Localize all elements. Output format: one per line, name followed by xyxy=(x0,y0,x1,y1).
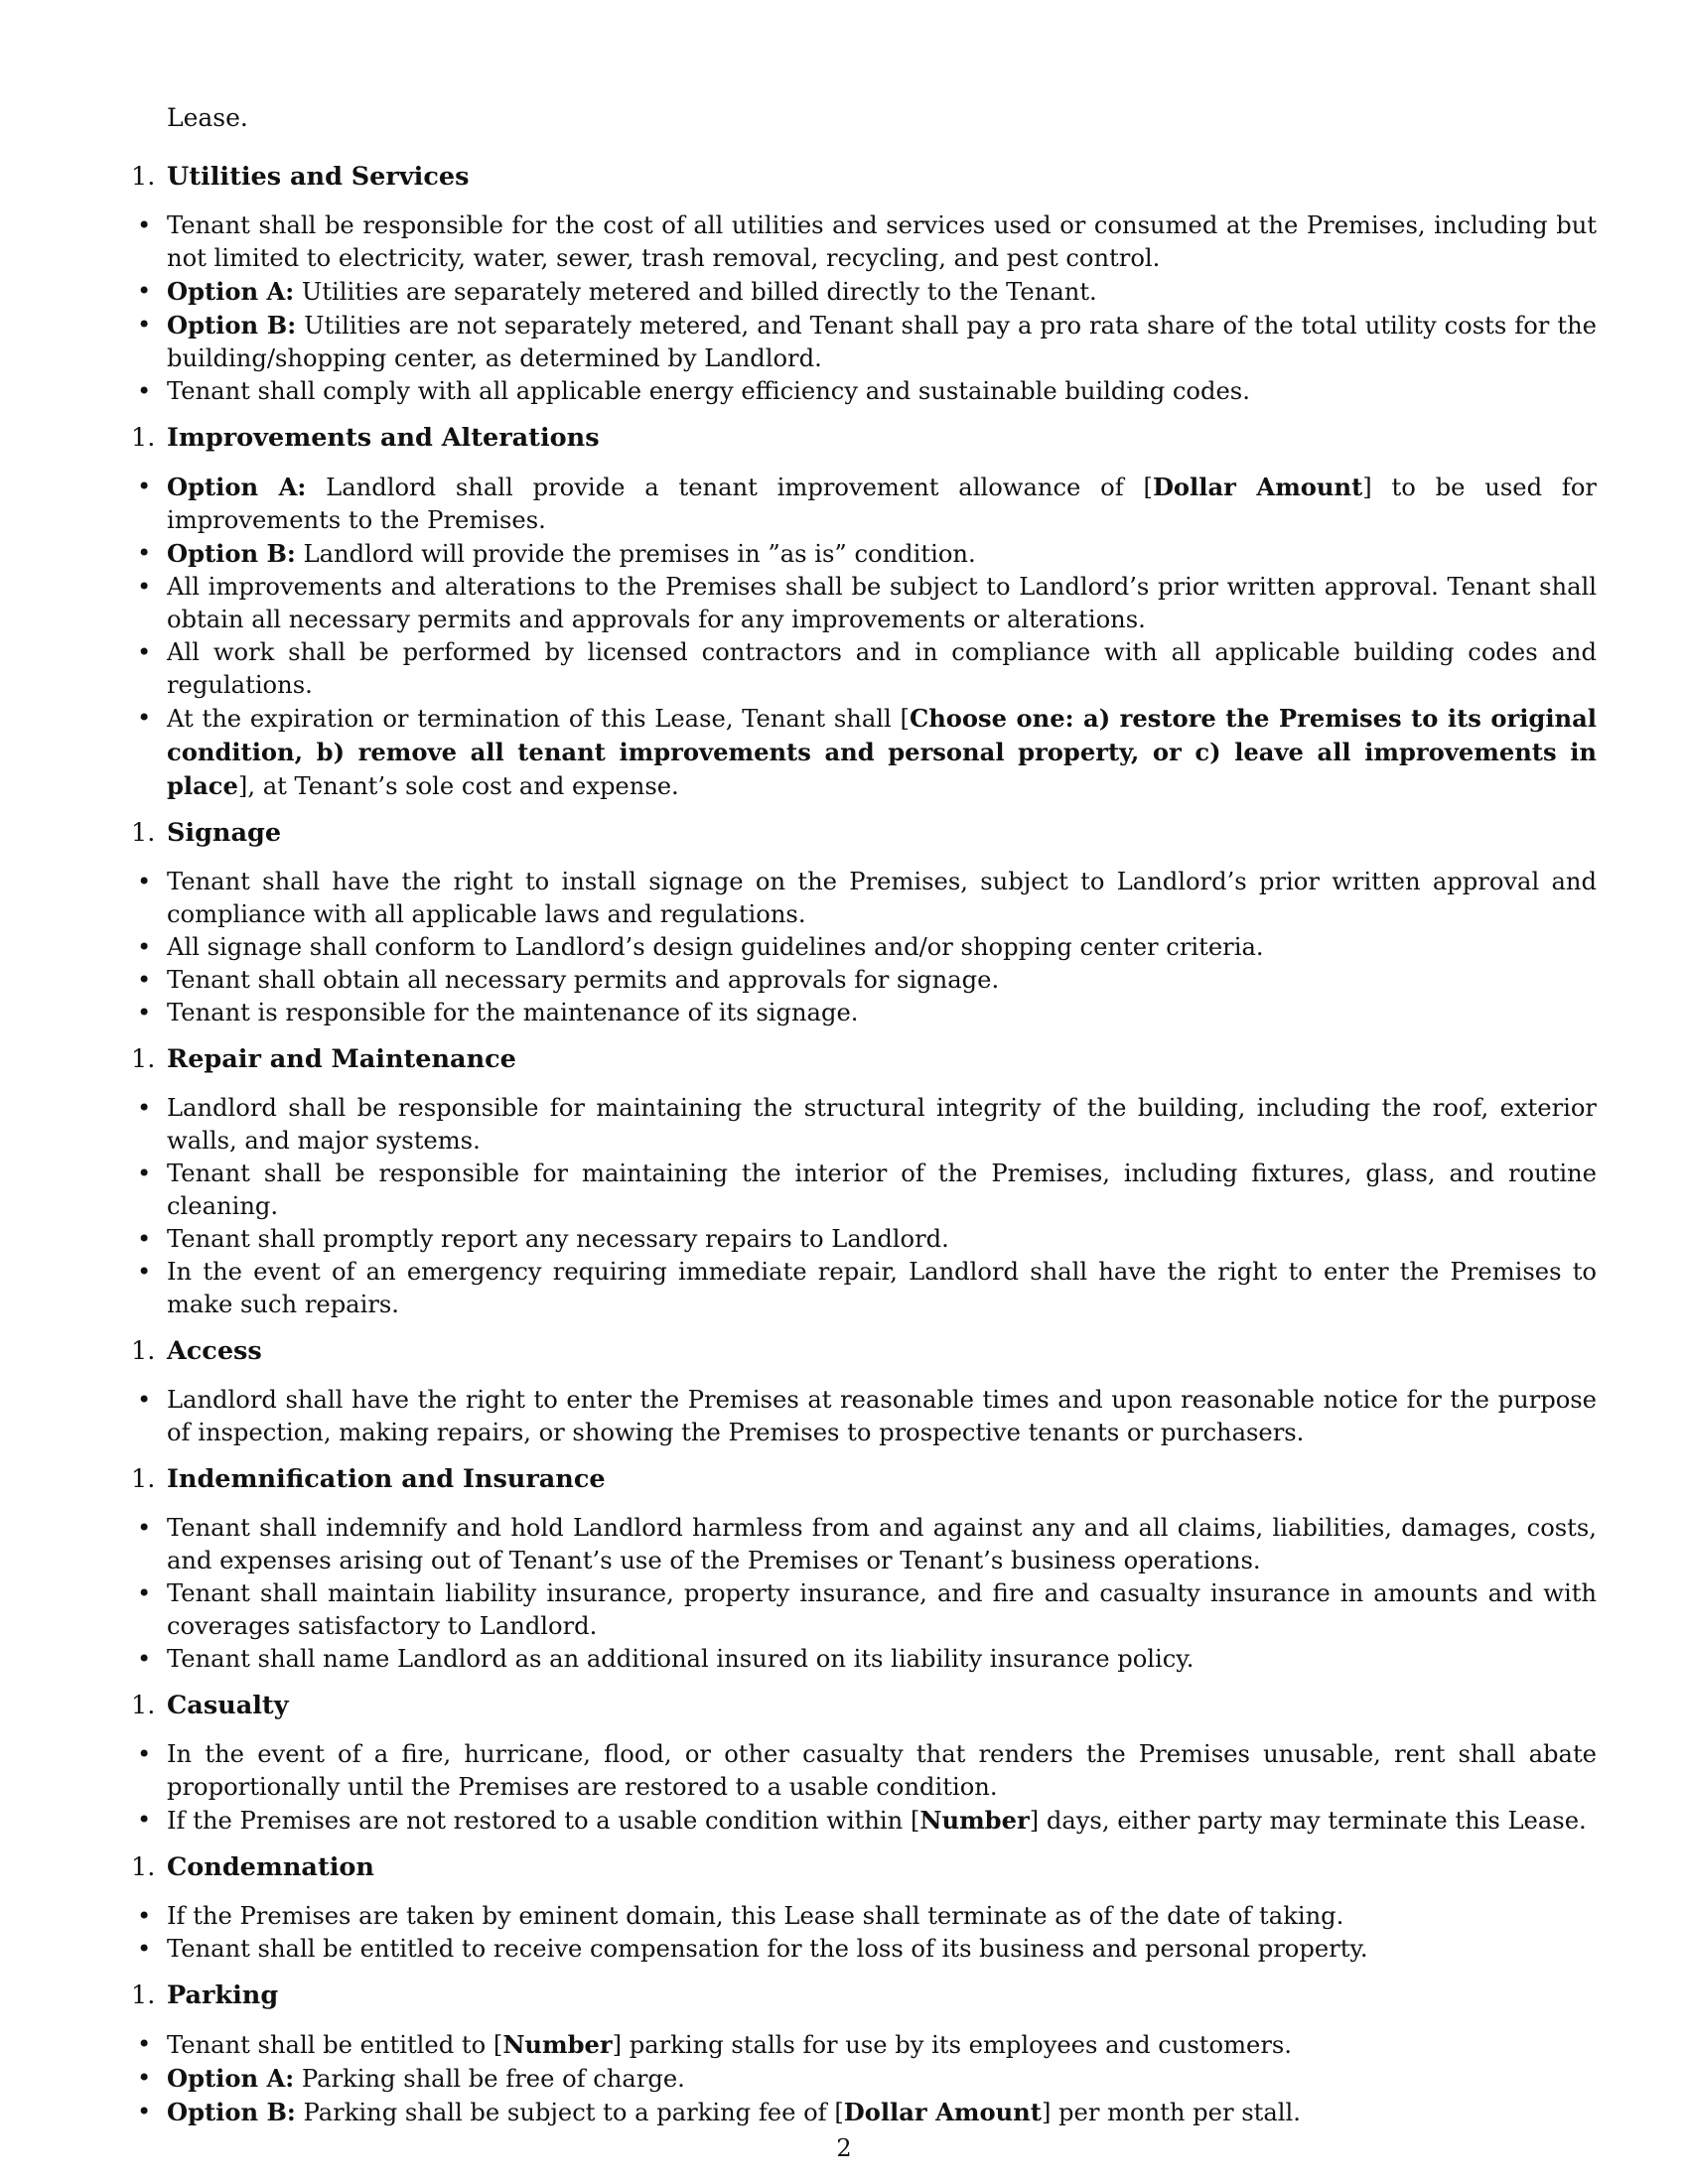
text-run: Tenant shall name Landlord as an additional insured on its liability insurance policy. xyxy=(167,1645,1195,1673)
text-run: ], at Tenant’s sole cost and expense. xyxy=(237,772,679,800)
bold-text: Option B: xyxy=(167,2098,296,2126)
bold-text: Option B: xyxy=(167,539,296,568)
list-item xyxy=(167,1158,1597,1223)
section xyxy=(131,1690,1597,1838)
bullet-list xyxy=(167,866,1597,1029)
text-run: Landlord will provide the premises in ”as is” condition. xyxy=(295,540,976,568)
text-run: Tenant shall promptly report any necessary repairs to Landlord. xyxy=(167,1225,949,1253)
bold-text: Dollar Amount xyxy=(1152,473,1363,501)
document-body xyxy=(131,147,1597,2129)
bullet-list xyxy=(167,471,1597,803)
section-number: 1. xyxy=(131,818,156,848)
text-run: In the event of a fire, hurricane, flood, or other casualty that renders the Premises unusable, rent shall abate proportionally until the Premises are restored to a usable condition. xyxy=(167,1740,1597,1801)
text-run: In the event of an emergency requiring immediate repair, Landlord shall have the right to enter the Premises to make such repairs. xyxy=(167,1258,1597,1318)
list-item xyxy=(167,275,1597,309)
text-run: Tenant shall indemnify and hold Landlord harmless from and against any and all claims, liabilities, damages, costs, and expenses arising out of Tenant’s use of the Premises or Tenant’s business operations. xyxy=(167,1514,1597,1574)
section-heading xyxy=(131,1043,1597,1076)
section-title: Parking xyxy=(167,1980,279,2010)
section-heading xyxy=(131,1690,1597,1722)
text-run: Tenant shall comply with all applicable energy efficiency and sustainable building codes. xyxy=(167,377,1250,405)
bullet-list xyxy=(167,1384,1597,1449)
bullet-list xyxy=(167,1738,1597,1838)
section-heading xyxy=(131,1335,1597,1368)
list-item xyxy=(167,1577,1597,1643)
text-run: Parking shall be subject to a parking fee of [ xyxy=(295,2099,844,2126)
bullet-list xyxy=(167,1512,1597,1676)
section xyxy=(131,422,1597,803)
bold-text: Choose one: a) restore the Premises to its original condition, b) remove all tenant improvements and personal property, or c) leave all improvements in place xyxy=(167,704,1597,800)
section-title: Repair and Maintenance xyxy=(167,1044,516,1074)
bold-text: Option A: xyxy=(167,473,307,501)
section-number: 1. xyxy=(131,1044,156,1074)
list-item xyxy=(167,1804,1597,1838)
list-item xyxy=(167,964,1597,997)
text-run: Utilities are not separately metered, and Tenant shall pay a pro rata share of the total utility costs for the building/shopping center, as determined by Landlord. xyxy=(167,312,1597,372)
section-heading xyxy=(131,1851,1597,1884)
section xyxy=(131,1335,1597,1449)
bold-text: Option A: xyxy=(167,2064,295,2093)
text-run: All improvements and alterations to the Premises shall be subject to Landlord’s prior written approval. Tenant shall obtain all necessary permits and approvals for any improvements or alterations. xyxy=(167,573,1597,633)
list-item xyxy=(167,1643,1597,1676)
section-title: Improvements and Alterations xyxy=(167,423,600,453)
section-heading xyxy=(131,1463,1597,1496)
text-run: Landlord shall have the right to enter the Premises at reasonable times and upon reasonable notice for the purpose of inspection, making repairs, or showing the Premises to prospective tenants or purchasers. xyxy=(167,1386,1597,1446)
list-item xyxy=(167,1900,1597,1933)
continuation-text: Lease. xyxy=(167,103,248,132)
section-heading xyxy=(131,817,1597,850)
bold-text: Number xyxy=(502,2030,613,2059)
list-item xyxy=(167,571,1597,636)
list-item xyxy=(167,471,1597,537)
text-run: ] parking stalls for use by its employees and customers. xyxy=(612,2031,1292,2059)
bullet-list xyxy=(167,1900,1597,1966)
section-title: Signage xyxy=(167,818,282,848)
bold-text: Dollar Amount xyxy=(843,2098,1042,2126)
section xyxy=(131,817,1597,1029)
bullet-list xyxy=(167,1092,1597,1321)
list-item xyxy=(167,537,1597,571)
bold-text: Option A: xyxy=(167,277,295,306)
list-item xyxy=(167,931,1597,964)
text-run: Landlord shall be responsible for maintaining the structural integrity of the building, including the roof, exterior walls, and major systems. xyxy=(167,1094,1597,1155)
section-number: 1. xyxy=(131,1336,156,1366)
text-run: Landlord shall provide a tenant improvement allowance of [ xyxy=(306,474,1153,501)
list-item xyxy=(167,2096,1597,2129)
list-item xyxy=(167,1092,1597,1158)
section-title: Indemnification and Insurance xyxy=(167,1464,606,1494)
section-number: 1. xyxy=(131,1691,156,1720)
list-item xyxy=(167,2062,1597,2096)
list-item xyxy=(167,1384,1597,1449)
list-item xyxy=(167,702,1597,803)
text-run: Tenant shall be responsible for maintaining the interior of the Premises, including fixtures, glass, and routine cleaning. xyxy=(167,1160,1597,1220)
section-title: Casualty xyxy=(167,1691,289,1720)
section xyxy=(131,1463,1597,1676)
list-item xyxy=(167,2028,1597,2062)
list-item xyxy=(167,209,1597,275)
text-run: Utilities are separately metered and billed directly to the Tenant. xyxy=(294,278,1097,306)
list-item xyxy=(167,866,1597,931)
section-title: Access xyxy=(167,1336,262,1366)
text-run: ] to be used for improvements to the Premises. xyxy=(167,474,1597,534)
text-run: If the Premises are not restored to a usable condition within [ xyxy=(167,1807,920,1835)
list-item xyxy=(167,1933,1597,1966)
text-run: Tenant shall maintain liability insurance, property insurance, and fire and casualty insurance in amounts and with coverages satisfactory to Landlord. xyxy=(167,1579,1597,1640)
section-number: 1. xyxy=(131,1464,156,1494)
section-number: 1. xyxy=(131,162,156,192)
section-number: 1. xyxy=(131,1980,156,2010)
text-run: If the Premises are taken by eminent domain, this Lease shall terminate as of the date of taking. xyxy=(167,1902,1344,1930)
list-item xyxy=(167,1738,1597,1804)
page-number: 2 xyxy=(836,2134,852,2162)
section-number: 1. xyxy=(131,1852,156,1882)
bullet-list xyxy=(167,209,1597,408)
section-heading xyxy=(131,1979,1597,2012)
section xyxy=(131,161,1597,408)
list-item xyxy=(167,1256,1597,1321)
text-run: Tenant shall have the right to install signage on the Premises, subject to Landlord’s prior written approval and compliance with all applicable laws and regulations. xyxy=(167,868,1597,928)
text-run: Parking shall be free of charge. xyxy=(294,2065,685,2093)
section-heading xyxy=(131,161,1597,194)
list-item xyxy=(167,1512,1597,1577)
section xyxy=(131,1979,1597,2129)
section-title: Condemnation xyxy=(167,1852,374,1882)
section-number: 1. xyxy=(131,423,156,453)
text-run: Tenant shall obtain all necessary permits and approvals for signage. xyxy=(167,966,1000,994)
bold-text: Option B: xyxy=(167,311,297,340)
text-run: Tenant shall be entitled to receive compensation for the loss of its business and personal property. xyxy=(167,1935,1368,1963)
list-item xyxy=(167,309,1597,375)
bold-text: Number xyxy=(919,1806,1030,1835)
text-run: All work shall be performed by licensed contractors and in compliance with all applicable building codes and regulations. xyxy=(167,638,1597,699)
text-run: ] days, either party may terminate this Lease. xyxy=(1029,1807,1587,1835)
list-item xyxy=(167,1223,1597,1256)
list-item xyxy=(167,636,1597,702)
text-run: Tenant shall be entitled to [ xyxy=(167,2031,503,2059)
text-run: Tenant shall be responsible for the cost of all utilities and services used or consumed at the Premises, including but not limited to electricity, water, sewer, trash removal, recycling, and pest control. xyxy=(167,211,1597,272)
text-run: All signage shall conform to Landlord’s design guidelines and/or shopping center criteria. xyxy=(167,933,1264,961)
text-run: At the expiration or termination of this Lease, Tenant shall [ xyxy=(167,705,910,733)
bullet-list xyxy=(167,2028,1597,2129)
list-item xyxy=(167,997,1597,1029)
section-heading xyxy=(131,422,1597,455)
text-run: Tenant is responsible for the maintenance of its signage. xyxy=(167,999,859,1026)
section xyxy=(131,1851,1597,1966)
list-item xyxy=(167,375,1597,408)
section xyxy=(131,1043,1597,1321)
text-run: ] per month per stall. xyxy=(1041,2099,1301,2126)
section-title: Utilities and Services xyxy=(167,162,470,192)
